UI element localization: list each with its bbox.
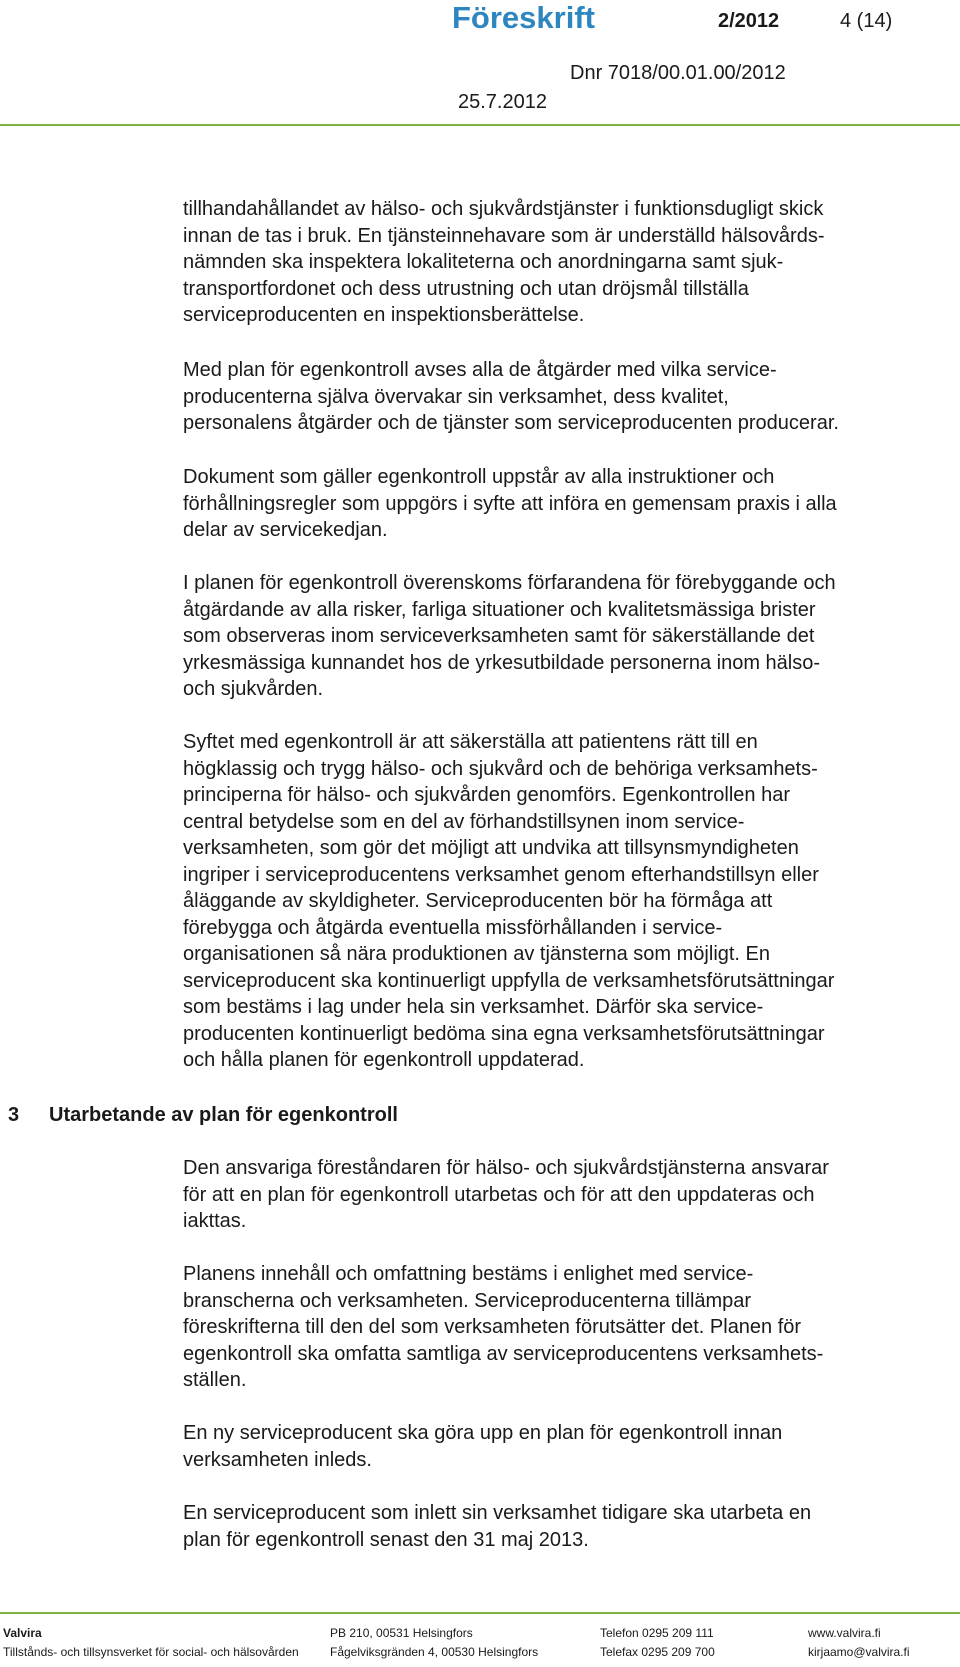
paragraph-6: Den ansvariga föreståndaren för hälso- och sjukvårdstjänsterna ansvarar för att en plan för egenkontroll utarbetas och för att den uppdateras och iakttas.: [183, 1157, 829, 1232]
footer-web-link[interactable]: www.valvira.fi: [808, 1626, 881, 1640]
register-number: Dnr 7018/00.01.00/2012: [570, 62, 786, 84]
footer-fax: Telefax 0295 209 700: [600, 1645, 715, 1659]
document-number: 2/2012: [718, 10, 780, 32]
footer-divider: [0, 1612, 960, 1614]
header-divider: [0, 124, 960, 126]
footer-phone: Telefon 0295 209 111: [600, 1626, 714, 1640]
section-heading: Utarbetande av plan för egenkontroll: [49, 1104, 398, 1126]
paragraph-9: En serviceproducent som inlett sin verksamhet tidigare ska utarbeta en plan för egenkontroll senast den 31 maj 2013.: [183, 1502, 812, 1551]
document-type-title: Föreskrift: [452, 0, 595, 35]
paragraph-2: Med plan för egenkontroll avses alla de åtgärder med vilka service- producenterna själva övervakar sin verksamhet, dess kvalitet, personalens åtgärder och de tjänster som serviceproducenten producerar.: [183, 359, 839, 434]
page-count: 4 (14): [840, 10, 893, 32]
footer-po-box: PB 210, 00531 Helsingfors: [330, 1626, 473, 1640]
footer-street: Fågelviksgränden 4, 00530 Helsingfors: [330, 1645, 539, 1659]
paragraph-7: Planens innehåll och omfattning bestäms i enlighet med service- branscherna och verksamheten. Serviceproducenterna tillämpar föreskrifterna till den del som verksamheten förutsätter det. Planen för egenkontroll ska omfatta samtliga av serviceproducentens verksamhets- ställen.: [183, 1263, 824, 1391]
section-number: 3: [8, 1104, 20, 1126]
paragraph-5: Syftet med egenkontroll är att säkerställa att patientens rätt till en högklassig och trygg hälso- och sjukvård och de behöriga verksamhets- principerna för hälso- och sjukvården genomförs. Egenkontrollen har central betydelse som en del av förhandstillsynen inom service- verksamheten, som gör det möjligt att undvika att tillsynsmyndigheten ingriper i serviceproducentens verksamhet genom efterhandstillsyn eller åläggande av skyldigheter. Serviceproducenten bör ha förmåga att förebygga och åtgärda eventuella missförhållanden i service- organisationen så nära produktionen av tjänsterna som möjligt. En serviceproducent ska kontinuerligt uppfylla de verksamhetsförutsättningar som bestäms i lag under hela sin verksamhet. Därför ska service- producenten kontinuerligt bedöma sina egna verksamhetsförutsättningar och hålla planen för egenkontroll uppdaterad.: [183, 731, 835, 1071]
footer-email-link[interactable]: kirjaamo@valvira.fi: [808, 1645, 910, 1659]
footer-org: Valvira: [3, 1626, 42, 1640]
paragraph-1: tillhandahållandet av hälso- och sjukvårdstjänster i funktionsdugligt skick innan de tas i bruk. En tjänsteinnehavare som är underställd hälsovårds- nämnden ska inspektera lokaliteterna och anordningarna samt sjuk- transportfordonet och dess utrustning och utan dröjsmål tillställa serviceproducenten en inspektionsberättelse.: [183, 198, 825, 326]
document-date: 25.7.2012: [458, 91, 547, 113]
footer-org-full: Tillstånds- och tillsynsverket för social- och hälsovården: [3, 1645, 299, 1659]
paragraph-8: En ny serviceproducent ska göra upp en plan för egenkontroll innan verksamheten inleds.: [183, 1422, 783, 1471]
paragraph-3: Dokument som gäller egenkontroll uppstår av alla instruktioner och förhållningsregler som uppgörs i syfte att införa en gemensam praxis i alla delar av servicekedjan.: [183, 466, 837, 541]
paragraph-4: I planen för egenkontroll överenskoms förfarandena för förebyggande och åtgärdande av alla risker, farliga situationer och kvalitetsmässiga brister som observeras inom serviceverksamheten samt för säkerställande det yrkesmässiga kunnandet hos de yrkesutbildade personerna inom hälso- och sjukvården.: [183, 572, 836, 700]
